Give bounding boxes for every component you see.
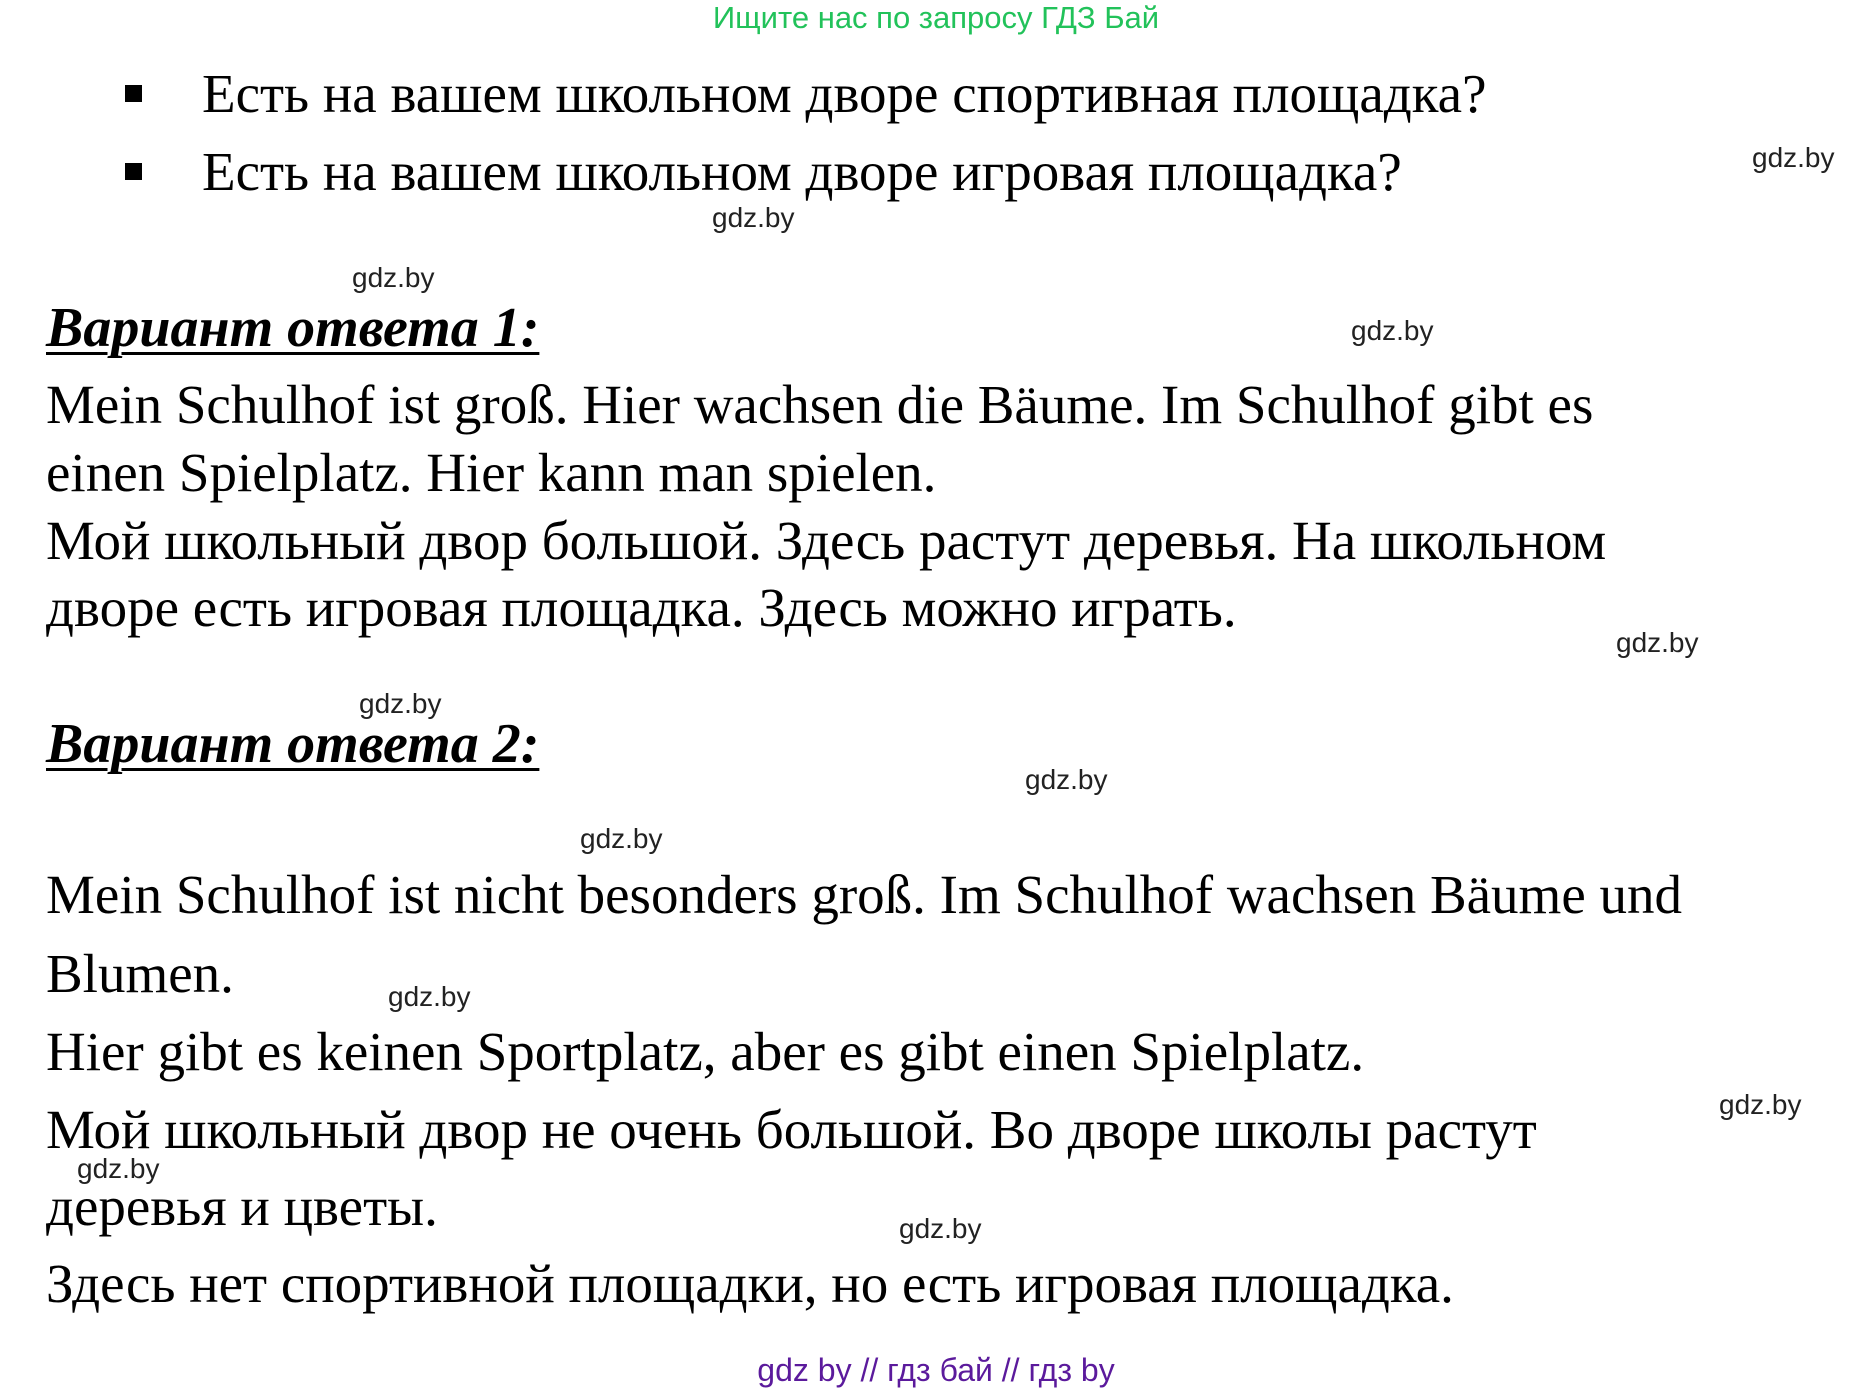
watermark: gdz.by [1025, 764, 1108, 795]
watermark: gdz.by [77, 1153, 160, 1184]
watermark: gdz.by [580, 823, 663, 854]
variant-2-line: Мой школьный двор не очень большой. Во дворе школы растут [46, 1099, 1537, 1160]
variant-2-heading: Вариант ответа 2: [46, 713, 540, 775]
bullet-icon [125, 85, 142, 102]
watermark: gdz.by [388, 981, 471, 1012]
variant-1-heading: Вариант ответа 1: [46, 297, 540, 359]
watermark: gdz.by [1616, 627, 1699, 658]
watermark: gdz.by [352, 262, 435, 293]
variant-2-line: Mein Schulhof ist nicht besonders groß. Im Schulhof wachsen Bäume und [46, 864, 1682, 925]
variant-1-line: Мой школьный двор большой. Здесь растут деревья. На школьном [46, 510, 1607, 571]
top-banner: Ищите нас по запросу ГДЗ Бай [712, 0, 1160, 35]
footer: gdz by // гдз бай // гдз by [757, 1352, 1115, 1388]
watermark: gdz.by [359, 688, 442, 719]
watermark: gdz.by [1752, 142, 1835, 173]
variant-2-line: Hier gibt es keinen Sportplatz, aber es gibt einen Spielplatz. [46, 1021, 1365, 1082]
watermark: gdz.by [712, 202, 795, 233]
variant-2-line: Blumen. [46, 943, 234, 1004]
question-text: Есть на вашем школьном дворе спортивная площадка? [202, 63, 1487, 124]
bullet-icon [125, 163, 142, 180]
variant-2-line: Здесь нет спортивной площадки, но есть игровая площадка. [46, 1253, 1454, 1314]
variant-1-line: einen Spielplatz. Hier kann man spielen. [46, 442, 937, 503]
watermark: gdz.by [899, 1213, 982, 1244]
watermark: gdz.by [1719, 1089, 1802, 1120]
question-text: Есть на вашем школьном дворе игровая площадка? [202, 141, 1402, 202]
watermark: gdz.by [1351, 315, 1434, 346]
variant-1-line: дворе есть игровая площадка. Здесь можно играть. [46, 577, 1237, 638]
question-item [125, 62, 1487, 125]
variant-1-line: Mein Schulhof ist groß. Hier wachsen die Bäume. Im Schulhof gibt es [46, 374, 1594, 435]
question-item [125, 140, 1402, 203]
variant-2-line: деревья и цветы. [46, 1176, 438, 1237]
